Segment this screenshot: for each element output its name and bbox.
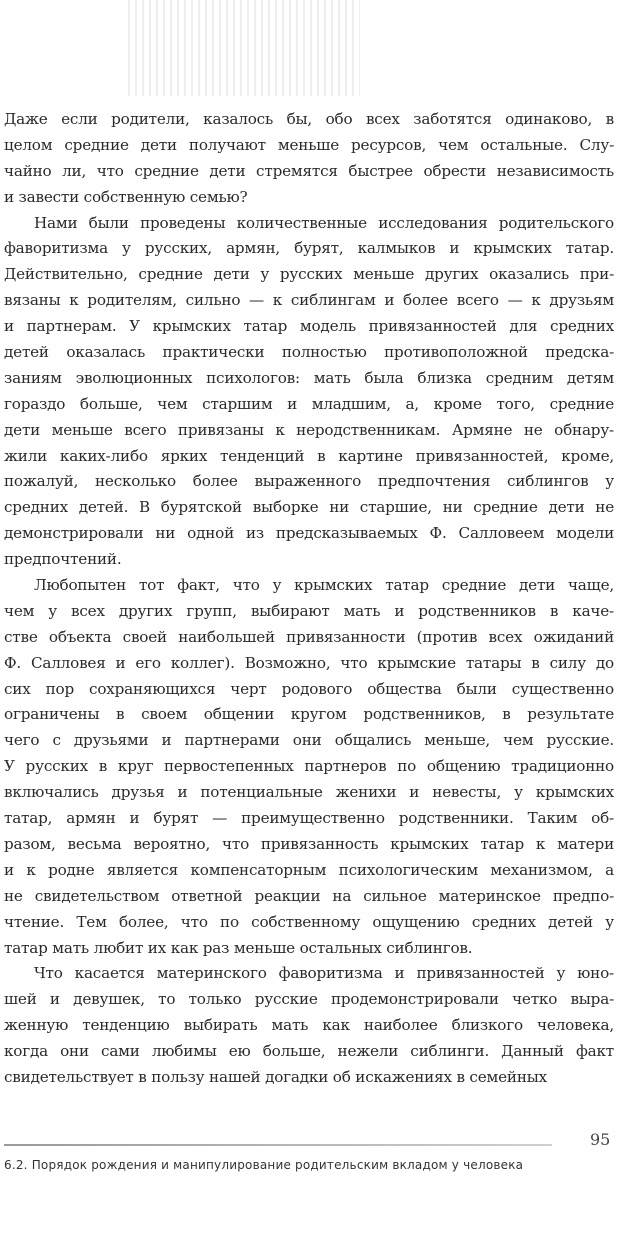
paragraph: [4, 961, 614, 1090]
text-line: средних детей. В бурятской выборке ни старшие, ни средние дети не: [4, 498, 614, 517]
text-line: стве объекта своей наибольшей привязанности (против всех ожиданий: [4, 627, 614, 646]
text-line: Что касается материнского фаворитизма и привязанностей у юно-: [34, 964, 614, 983]
text-line: и к родне является компенсаторным психологическим механизмом, а: [4, 860, 614, 879]
text-line: татар, армян и бурят — преимущественно родственники. Таким об-: [4, 809, 614, 828]
running-footer-title: 6.2. Порядок рождения и манипулирование родительским вкладом у человека: [4, 1158, 524, 1172]
text-line: Даже если родители, казалось бы, обо всех заботятся одинаково, в: [4, 110, 614, 128]
scan-bleed-through: [128, 0, 360, 96]
text-line: пожалуй, несколько более выраженного предпочтения сиблингов у: [4, 472, 614, 491]
text-line: вязаны к родителям, сильно — к сиблингам и более всего — к друзьям: [4, 291, 614, 310]
text-line: Нами были проведены количественные исследования родительского: [34, 213, 614, 232]
text-line: сих пор сохраняющихся черт родового общества были существенно: [4, 679, 614, 698]
text-line: целом средние дети получают меньше ресурсов, чем остальные. Слу-: [4, 135, 614, 154]
text-line: демонстрировали ни одной из предсказываемых Ф. Салловеем модели: [4, 524, 614, 543]
text-line: когда они сами любимы ею больше, нежели сиблинги. Данный факт: [4, 1042, 614, 1061]
text-line: женную тенденцию выбирать мать как наиболее близкого человека,: [4, 1016, 614, 1035]
paragraph: [4, 573, 614, 961]
text-line: Действительно, средние дети у русских меньше других оказались при-: [4, 265, 614, 284]
text-line: Ф. Салловея и его коллег). Возможно, что крымские татары в силу до: [4, 653, 614, 672]
text-line: заниям эволюционных психологов: мать была близка средним детям: [4, 368, 614, 387]
text-line: У русских в круг первостепенных партнеров по общению традиционно: [4, 757, 614, 776]
text-line: разом, весьма вероятно, что привязанность крымских татар к матери: [4, 834, 614, 853]
text-line: и завести собственную семью?: [4, 187, 248, 206]
text-line: чайно ли, что средние дети стремятся быстрее обрести независимость: [4, 161, 614, 180]
text-line: включались друзья и потенциальные женихи и невесты, у крымских: [4, 783, 614, 802]
text-line: татар мать любит их как раз меньше остальных сиблингов.: [4, 938, 473, 957]
paragraph: [4, 211, 614, 573]
text-line: свидетельствует в пользу нашей догадки об искажениях в семейных: [4, 1067, 548, 1086]
body-text: [4, 107, 614, 1091]
text-line: гораздо больше, чем старшим и младшим, а, кроме того, средние: [4, 394, 614, 413]
text-line: детей оказалась практически полностью противоположной предска-: [4, 343, 614, 362]
footer-rule: [4, 1144, 552, 1146]
text-line: чем у всех других групп, выбирают мать и родственников в каче-: [4, 601, 614, 620]
text-line: Любопытен тот факт, что у крымских татар средние дети чаще,: [34, 576, 614, 595]
text-line: ограничены в своем общении кругом родственников, в результате: [4, 705, 614, 724]
page-number: 95: [590, 1130, 611, 1149]
text-line: чтение. Тем более, что по собственному ощущению средних детей у: [4, 912, 614, 931]
text-line: дети меньше всего привязаны к неродственникам. Армяне не обнару-: [4, 420, 614, 439]
text-line: шей и девушек, то только русские продемонстрировали четко выра-: [4, 990, 614, 1009]
text-line: фаворитизма у русских, армян, бурят, калмыков и крымских татар.: [4, 239, 614, 258]
text-line: чего с друзьями и партнерами они общались меньше, чем русские.: [4, 731, 614, 750]
text-line: предпочтений.: [4, 550, 122, 569]
text-line: жили каких-либо ярких тенденций в картине привязанностей, кроме,: [4, 446, 614, 465]
text-line: и партнерам. У крымских татар модель привязанностей для средних: [4, 317, 614, 336]
paragraph: [4, 107, 614, 211]
text-line: не свидетельством ответной реакции на сильное материнское предпо-: [4, 886, 614, 905]
